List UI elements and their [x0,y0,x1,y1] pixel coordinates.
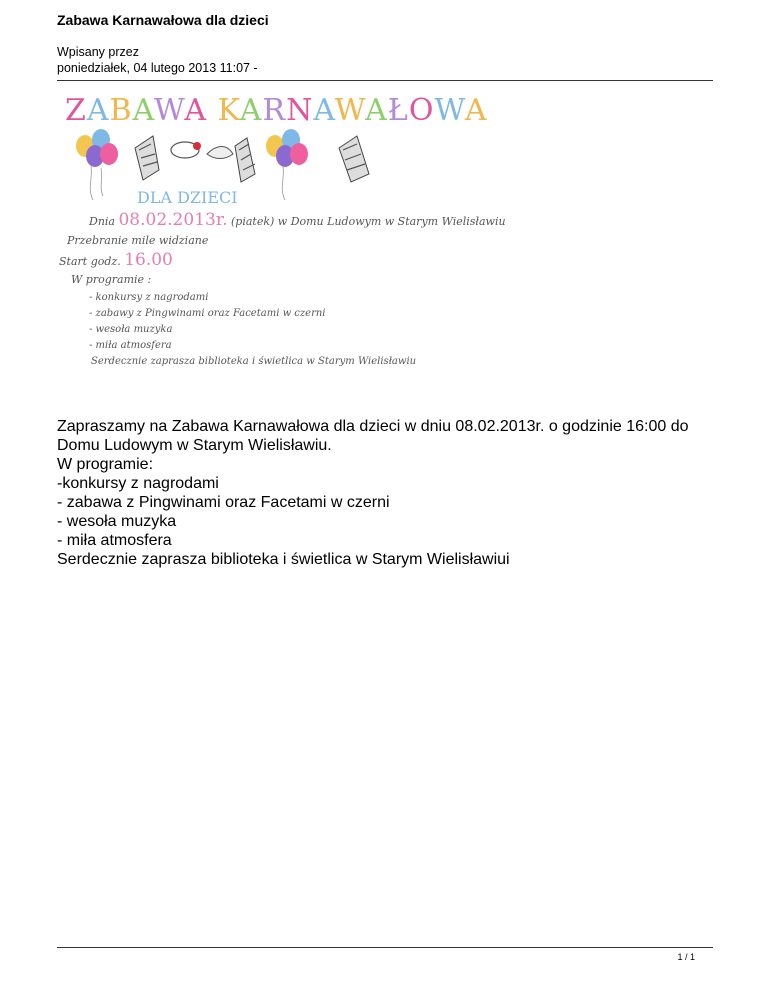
body-line: - wesoła muzyka [57,513,177,530]
body-line: - miła atmosfera [57,532,172,549]
byline [57,44,258,76]
page-title: Zabawa Karnawałowa dla dzieci [57,12,269,28]
body-line: - zabawa z Pingwinami oraz Facetami w czerni [57,494,390,511]
poster-date-line: Dnia 08.02.2013r. (piatek) w Domu Ludowym w Starym Wielisławiu [89,210,506,230]
masks-icon [135,136,255,182]
party-hat-icon [339,136,369,182]
poster-program-header: W programie : [71,273,152,286]
body-paragraph: Zapraszamy na Zabawa Karnawałowa dla dzieci w dniu 08.02.2013r. o godzinie 16:00 do Domu Ludowym w Starym Wielisławiu. [57,418,689,454]
page-number: 1 / 1 [677,952,695,962]
article-body [57,417,717,569]
body-line: W programie: [57,456,154,473]
poster-program-item: - wesoła muzyka [89,324,173,335]
footer-divider [57,947,713,948]
poster-headline: ZABAWA KARNAWAŁOWA [65,93,488,128]
poster-subtitle: DLA DZIECI [137,188,238,207]
byline-author: Wpisany przez [57,45,139,59]
body-line: -konkursy z nagrodami [57,475,219,492]
poster-program-item: - konkursy z nagrodami [89,292,209,303]
poster-program-item: - zabawy z Pingwinami oraz Facetami w czerni [89,308,326,319]
poster-start-line: Start godz. 16.00 [59,250,173,270]
header-divider [57,80,713,81]
body-line: Serdecznie zaprasza biblioteka i świetlica w Starym Wielisławiui [57,551,510,568]
balloons-icon [266,129,308,200]
byline-date: poniedziałek, 04 lutego 2013 11:07 - [57,61,258,75]
poster-costume-note: Przebranie mile widziane [67,234,209,247]
carnival-poster-image [57,88,506,373]
poster-program-item: - miła atmosfera [89,340,172,351]
poster-invite: Serdecznie zaprasza biblioteka i świetlica w Starym Wielisławiu [91,356,417,367]
balloons-icon [76,129,118,200]
